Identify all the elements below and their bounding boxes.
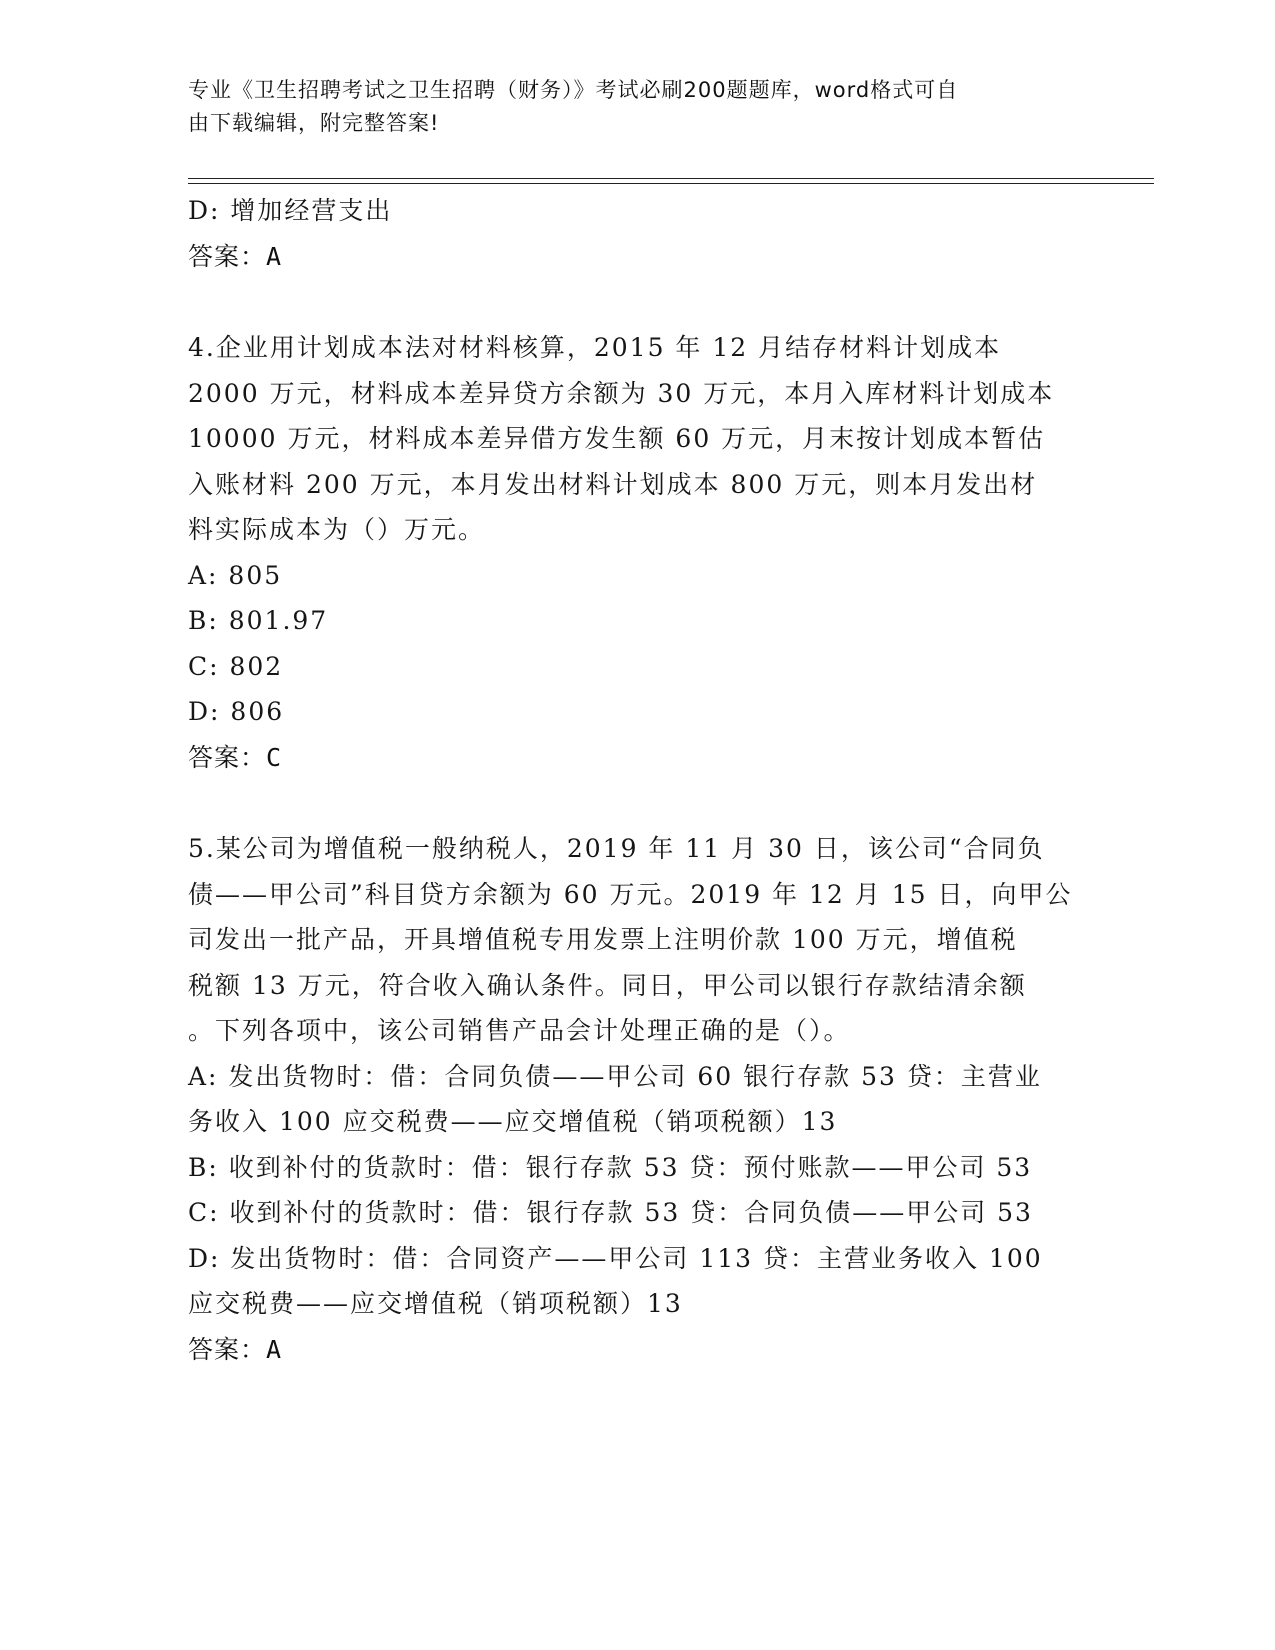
answer-label: 答案： [188, 241, 267, 271]
answer-line [188, 1327, 1088, 1373]
answer-value: C [266, 742, 283, 772]
option-a: A: 805 [188, 560, 283, 590]
header-line-1: 专业《卫生招聘考试之卫生招聘（财务）》考试必刷200题题库，word格式可自 [188, 78, 959, 102]
option-a-continued: 务收入 100 应交税费——应交增值税（销项税额）13 [188, 1107, 838, 1136]
answer-label: 答案： [188, 1334, 267, 1364]
question-stem-line: 10000 万元，材料成本差异借方发生额 60 万元，月末按计划成本暂估 [188, 424, 1046, 453]
spacer [188, 780, 1088, 826]
option-c: C: 802 [188, 651, 284, 681]
option-a: A: 发出货物时：借：合同负债——甲公司 60 银行存款 53 贷：主营业 [188, 1061, 1042, 1091]
answer-value: A [266, 241, 283, 271]
option-d-continued: 应交税费——应交增值税（销项税额）13 [188, 1289, 683, 1318]
question-stem-line: 。下列各项中，该公司销售产品会计处理正确的是（）。 [188, 1016, 851, 1045]
question-stem-line: 4.企业用计划成本法对材料核算，2015 年 12 月结存材料计划成本 [188, 333, 1002, 362]
question-stem-line: 2000 万元，材料成本差异贷方余额为 30 万元，本月入库材料计划成本 [188, 378, 1055, 408]
previous-question-tail [188, 188, 1088, 279]
answer-line [188, 234, 1088, 280]
header-line-2: 由下载编辑，附完整答案! [188, 111, 440, 135]
answer-value: A [266, 1334, 283, 1364]
option-b: B: 收到补付的货款时：借：银行存款 53 贷：预付账款——甲公司 53 [188, 1152, 1033, 1182]
option-b: B: 801.97 [188, 606, 329, 635]
document-header [188, 74, 1068, 140]
option-d: D: 发出货物时：借：合同资产——甲公司 113 贷：主营业务收入 100 [188, 1243, 1043, 1273]
answer-label: 答案： [188, 742, 267, 772]
document-body [188, 188, 1088, 1372]
question-stem-line: 司发出一批产品，开具增值税专用发票上注明价款 100 万元，增值税 [188, 925, 1018, 954]
question-stem-line: 料实际成本为（）万元。 [188, 515, 486, 544]
header-divider-bottom [188, 183, 1154, 184]
question-stem-line: 税额 13 万元，符合收入确认条件。同日，甲公司以银行存款结清余额 [188, 970, 1027, 1000]
question-stem-line: 债——甲公司”科目贷方余额为 60 万元。2019 年 12 月 15 日，向甲公 [188, 879, 1073, 909]
question-4 [188, 325, 1088, 780]
option-c: C: 收到补付的货款时：借：银行存款 53 贷：合同负债——甲公司 53 [188, 1198, 1033, 1227]
spacer [188, 279, 1088, 325]
question-stem-line: 入账材料 200 万元，本月发出材料计划成本 800 万元，则本月发出材 [188, 469, 1038, 499]
answer-line [188, 735, 1088, 781]
question-stem-line: 5.某公司为增值税一般纳税人，2019 年 11 月 30 日，该公司“合同负 [188, 834, 1045, 863]
option-d: D: 806 [188, 697, 285, 726]
option-d: D: 增加经营支出 [188, 196, 393, 225]
question-5 [188, 826, 1088, 1372]
header-divider-top [188, 178, 1154, 179]
